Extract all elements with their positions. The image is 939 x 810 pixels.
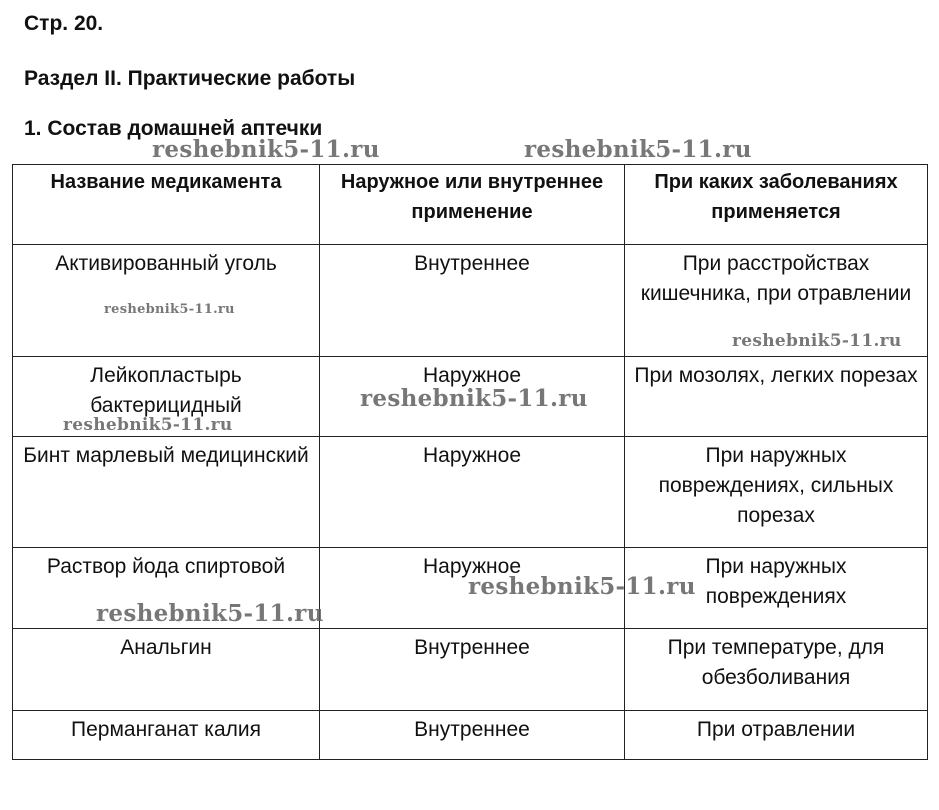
medicine-name-cell: Раствор йода спиртовой — [13, 548, 320, 629]
watermark: reshebnik5-11.ru — [360, 385, 588, 412]
watermark: reshebnik5-11.ru — [524, 136, 752, 163]
application-type-cell: Внутреннее — [320, 711, 625, 760]
medicine-name-cell: Лейкопластырь бактерицидный — [13, 357, 320, 437]
task-title: 1. Состав домашней аптечки — [24, 117, 323, 140]
table-row — [13, 629, 928, 711]
watermark: reshebnik5-11.ru — [104, 302, 235, 317]
table-header-row — [13, 165, 928, 245]
table-row — [13, 245, 928, 357]
table-row — [13, 548, 928, 629]
application-type-cell: Наружное — [320, 548, 625, 629]
watermark: reshebnik5-11.ru — [96, 600, 324, 627]
application-type-cell: Наружное — [320, 437, 625, 548]
diseases-cell: При наружных повреждениях, сильных порезах — [625, 437, 928, 548]
section-title: Раздел II. Практические работы — [24, 67, 356, 90]
page-number: Стр. 20. — [24, 12, 104, 35]
table-row — [13, 711, 928, 760]
table-row — [13, 437, 928, 548]
table-row — [13, 357, 928, 437]
watermark: reshebnik5-11.ru — [732, 331, 902, 351]
medicine-name-cell: Активированный уголь — [13, 245, 320, 357]
watermark: reshebnik5-11.ru — [152, 136, 380, 163]
diseases-cell: При температуре, для обезболивания — [625, 629, 928, 711]
medicine-name-cell: Перманганат калия — [13, 711, 320, 760]
diseases-cell: При расстройствах кишечника, при отравлении — [625, 245, 928, 357]
header-medicine-name: Название медикамента — [13, 165, 320, 245]
diseases-cell: При мозолях, легких порезах — [625, 357, 928, 437]
application-type-cell: Внутреннее — [320, 629, 625, 711]
medicine-name-cell: Анальгин — [13, 629, 320, 711]
medicine-name-cell: Бинт марлевый медицинский — [13, 437, 320, 548]
diseases-cell: При наружных повреждениях — [625, 548, 928, 629]
watermark: reshebnik5-11.ru — [63, 415, 233, 435]
header-diseases: При каких заболеваниях применяется — [625, 165, 928, 245]
diseases-cell: При отравлении — [625, 711, 928, 760]
watermark: reshebnik5-11.ru — [468, 573, 696, 600]
header-application-type: Наружное или внутреннее применение — [320, 165, 625, 245]
application-type-cell: Наружное — [320, 357, 625, 437]
medicine-table — [12, 164, 928, 760]
application-type-cell: Внутреннее — [320, 245, 625, 357]
